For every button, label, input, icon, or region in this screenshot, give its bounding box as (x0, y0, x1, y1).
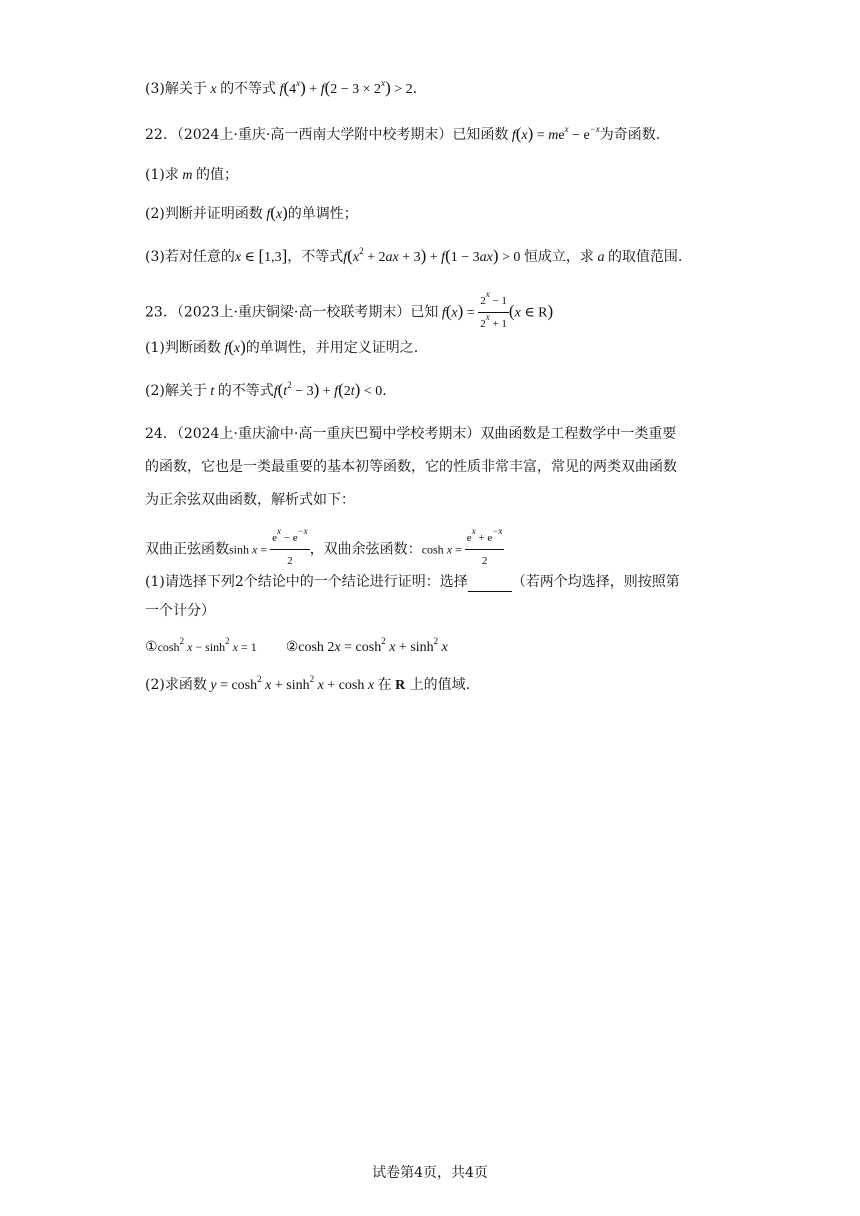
q24-part1-line2: 一个计分） (145, 603, 215, 619)
q21-part3: (3)解关于 x 的不等式 $f(4^x) + f(2 - 3 \times 2^x) > 2$. (145, 78, 418, 97)
q23-part1: (1)判断函数 f(x)的单调性，并用定义证明之. (145, 337, 419, 356)
q24-line2: 的函数，它也是一类最重要的基本初等函数，它的性质非常丰富，常见的两类双曲函数 (145, 459, 677, 475)
q23-part2-end: . (382, 383, 387, 399)
q21-part3-prefix: (3)解关于 (145, 81, 207, 97)
q22-part3-mid: ，不等式 (287, 249, 344, 265)
q22-part2-end: 的单调性； (287, 206, 358, 222)
q22-part1: (1)求 m 的值； (145, 167, 238, 183)
q22-part1-end: 的值； (195, 167, 238, 183)
q23-part1-prefix: (1)判断函数 (145, 340, 221, 356)
q23-fraction: $\frac{2^x - 1}{2^x + 1}$ (480, 289, 507, 330)
option-2-mark: ② (285, 639, 299, 655)
q21-part3-end: . (412, 81, 418, 97)
q24-options: $①\cosh^2$ $x - \sinh^2 x = 1$ ②cosh $2x = \cosh^2 x + \sinh^2 x$ (145, 636, 448, 655)
q24-part1-text: (1)请选择下列2个结论中的一个结论进行证明：选择 (145, 574, 468, 590)
q24-line1: 24．（2024上·重庆渝中·高一重庆巴蜀中学校考期末）双曲函数是工程数学中一类重要 (145, 426, 677, 442)
q22-part2-prefix: (2)判断并证明函数 (145, 206, 263, 222)
q24-part1-line1 (145, 572, 680, 592)
q24-cosh-label: ，双曲余弦函数： (309, 541, 422, 558)
q24-part1-end: （若两个均选择，则按照第 (511, 574, 680, 590)
q24-part2-bold: R (395, 678, 406, 693)
q23-part2-mid: 的不等式 (217, 383, 274, 399)
q22-part3-prefix: (3)若对任意的 (145, 249, 235, 265)
q21-part3-mid: 的不等式 (220, 81, 277, 97)
q22-part3: (3)若对任意的x ∈ [1,3]，不等式$f(x^2 + 2ax + 3) + f(1 - 3ax) > 0$ 恒成立，求 a 的取值范围. (145, 246, 683, 265)
q22-part2: (2)判断并证明函数 f(x)的单调性； (145, 203, 358, 222)
q23-header: 23．（2023上·重庆铜梁·高一校联考期末）已知 f(x) = $\frac{2^x - 1}{2^x + 1}$ (x ∈ R) (145, 291, 553, 334)
q23-part2-prefix: (2)解关于 (145, 383, 207, 399)
q22-header-text: 22．（2024上·重庆·高一西南大学附中校考期末）已知函数 (145, 127, 509, 143)
q22-part3-end: 的取值范围. (607, 249, 683, 265)
q24-part2-prefix: (2)求函数 (145, 677, 207, 693)
q24-cosh-fraction: $\frac{e^x + e^{-x}}{2}$ (466, 526, 503, 567)
q22-header-end: 为奇函数. (599, 127, 661, 143)
q22-part3-mid2: 恒成立，求 (523, 249, 594, 265)
q24-sinh-label: 双曲正弦函数 (145, 541, 229, 558)
page-footer: 试卷第4页，共4页 (372, 1165, 488, 1181)
q22-header: 22．（2024上·重庆·高一西南大学附中校考期末）已知函数 $f(x) = me^x - e^{-x}$为奇函数. (145, 124, 661, 143)
q24-line3: 为正余弦双曲函数，解析式如下： (145, 492, 355, 508)
q24-sinh-fraction: $\frac{e^x - e^{-x}}{2}$ (272, 526, 308, 567)
q23-header-text: 23．（2023上·重庆铜梁·高一校联考期末）已知 (145, 304, 439, 321)
q22-part1-prefix: (1)求 (145, 167, 179, 183)
q23-part1-end: 的单调性，并用定义证明之. (245, 340, 419, 356)
q24-part2-mid: 在 (377, 677, 392, 693)
q23-part2: (2)解关于 t 的不等式$f(t^2 - 3) + f(2t) < 0$. (145, 380, 387, 399)
answer-blank[interactable] (468, 577, 512, 592)
q24-definitions: 双曲正弦函数sinh x = $\frac{e^x - e^{-x}}{2}$ ，双曲余弦函数：cosh x = $\frac{e^x + e^{-x}}{2}$ (145, 528, 504, 571)
q24-part2-end: 上的值域. (409, 677, 471, 693)
q24-part2: (2)求函数 $y = \cosh^2 x + \sinh^2 x + \cosh x$ 在 R 上的值域. (145, 674, 471, 693)
option-1-mark: ① (145, 639, 158, 655)
